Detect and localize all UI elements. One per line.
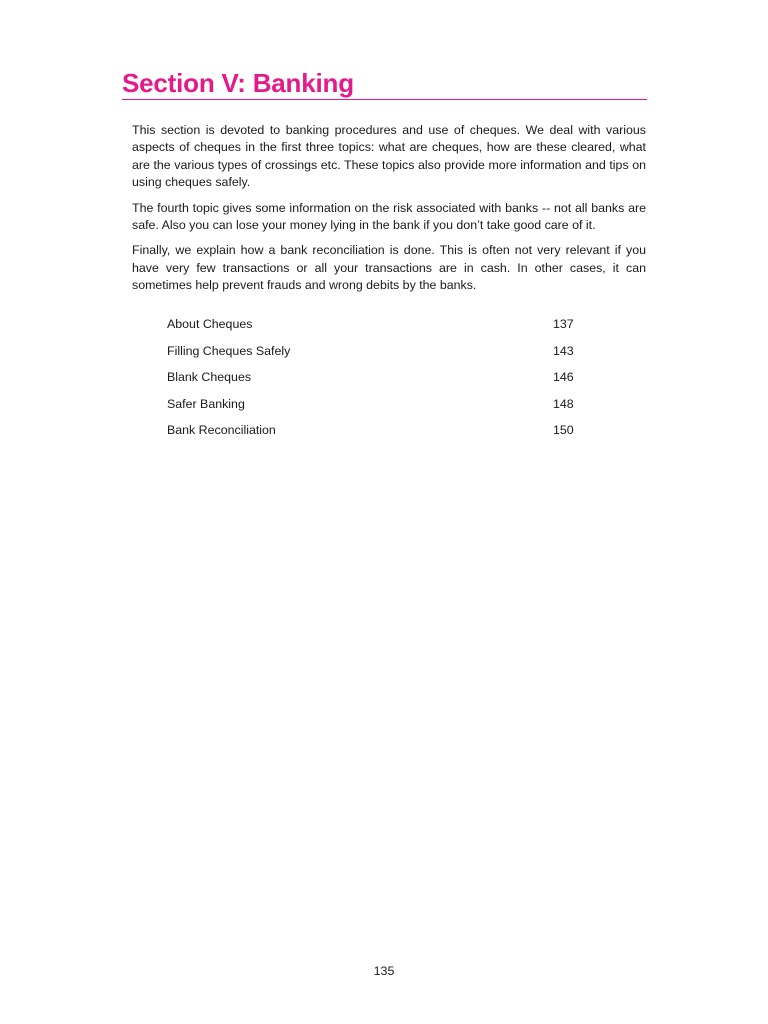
page-number: 135: [373, 964, 395, 978]
toc-entry-page: 150: [553, 423, 574, 437]
toc-entry-page: 137: [553, 317, 574, 331]
toc-entry-label: Blank Cheques: [167, 370, 252, 384]
toc-entry-label: Safer Banking: [167, 396, 245, 411]
toc-entry-page: 146: [553, 370, 574, 384]
section-title: Section V: Banking: [122, 68, 354, 98]
toc-entry-filling-cheques-safely[interactable]: [167, 343, 577, 370]
toc-entry-label: Filling Cheques Safely: [167, 343, 291, 358]
toc-entry-safer-banking[interactable]: [167, 396, 577, 423]
toc-entry-label: About Cheques: [167, 317, 253, 331]
intro-paragraph: The fourth topic gives some information on the risk associated with banks -- not all banks are safe. Also you can lose your money lying in the bank if you don’t take good care of it.: [132, 200, 646, 233]
title-underline: [122, 99, 647, 100]
toc-entry-blank-cheques[interactable]: [167, 369, 577, 396]
table-of-contents: [167, 316, 577, 449]
toc-entry-label: Bank Reconciliation: [167, 423, 276, 437]
toc-entry-page: 143: [553, 343, 574, 358]
intro-body: [132, 122, 646, 303]
intro-paragraph: This section is devoted to banking procedures and use of cheques. We deal with various aspects of cheques in the first three topics: what are cheques, how are these cleared, what are the various types of crossings etc. These topics also provide more information and tips on using cheques safely.: [132, 123, 646, 190]
toc-entry-page: 148: [553, 396, 574, 411]
intro-paragraph: Finally, we explain how a bank reconciliation is done. This is often not very relevant if you have very few transactions or all your transactions are in cash. In other cases, it can sometimes help prevent frauds and wrong debits by the banks.: [132, 243, 646, 293]
toc-entry-about-cheques[interactable]: [167, 316, 577, 343]
toc-entry-bank-reconciliation[interactable]: [167, 422, 577, 449]
